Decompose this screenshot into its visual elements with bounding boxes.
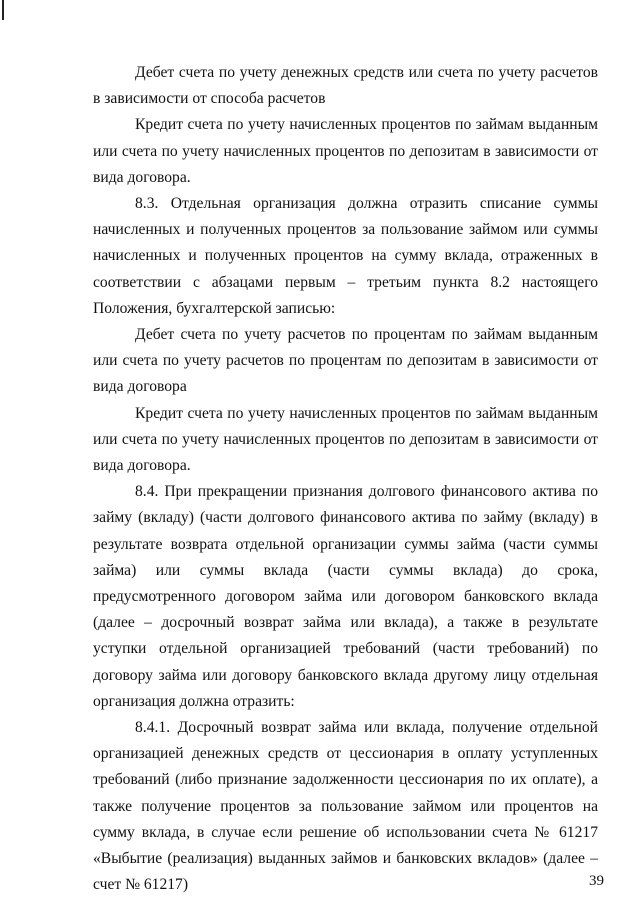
paragraph-debit-settlements: Дебет счета по учету расчетов по процентам по займам выданным или счета по учету расчетов по процентам по депозитам в зависимости от вида договора	[93, 326, 598, 396]
paragraph-section-8-4-1: 8.4.1. Досрочный возврат займа или вклада, получение отдельной организацией денежных средств от цессионария в оплату уступленных требований (либо признание задолженности цессионария по их оплате), а также получение процентов за пользование займом или процентов на сумму вклада, в случае если решение об использовании счета № 61217 «Выбытие (реализация) выданных займов и банковских вкладов» (далее – счет № 61217)	[93, 719, 598, 894]
paragraph-section-8-4: 8.4. При прекращении признания долгового финансового актива по займу (вкладу) (части долгового финансового актива по займу (вкладу) в результате возврата отдельной организации суммы займа (части суммы займа) или суммы вклада (части суммы вклада) до срока, предусмотренного договором займа или договором банковского вклада (далее – досрочный возврат займа или вклада), а также в результате уступки отдельной организацией требований (части требований) по договору займа или договору банковского вклада другому лицу отдельная организация должна отразить:	[93, 483, 598, 710]
document-body	[93, 60, 598, 899]
paragraph-section-8-3: 8.3. Отдельная организация должна отразить списание суммы начисленных и полученных процентов за пользование займом или суммы начисленных и полученных процентов на сумму вклада, отраженных в соответствии с абзацами первым – третьим пункта 8.2 настоящего Положения, бухгалтерской записью:	[93, 195, 598, 317]
scan-edge-mark	[2, 0, 4, 20]
paragraph-credit-accrued-interest-2: Кредит счета по учету начисленных процентов по займам выданным или счета по учету начисленных процентов по депозитам в зависимости от вида договора.	[93, 404, 598, 475]
page-number: 39	[589, 873, 604, 889]
paragraph-debit-cash: Дебет счета по учету денежных средств или счета по учету расчетов в зависимости от способа расчетов	[93, 64, 598, 108]
paragraph-credit-accrued-interest: Кредит счета по учету начисленных процентов по займам выданным или счета по учету начисленных процентов по депозитам в зависимости от вида договора.	[93, 116, 598, 186]
